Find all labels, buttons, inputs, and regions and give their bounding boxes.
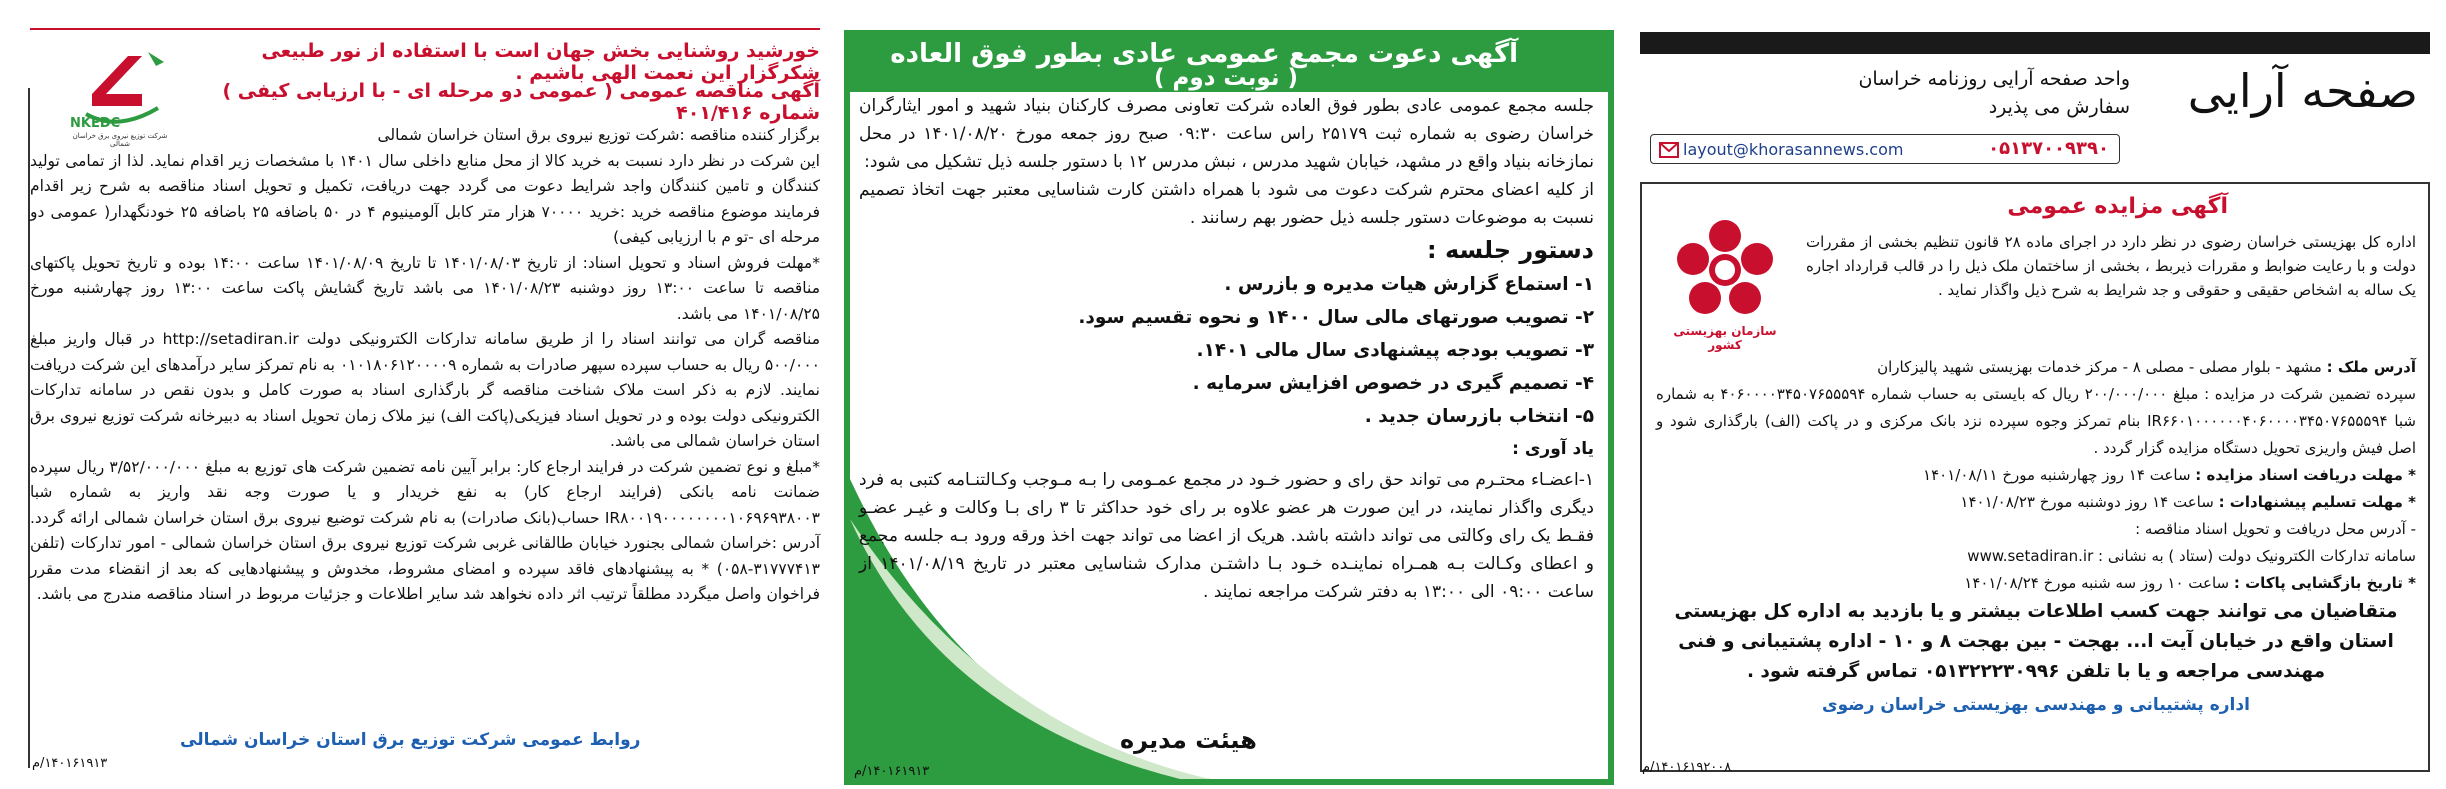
logo-abbr: NKEDC [70,116,121,131]
deadline2-label: * مهلت تسلیم پیشنهادات : [2218,493,2416,511]
agenda-title: دستور جلسه : [1427,236,1594,264]
system-address: سامانه تدارکات الکترونیک دولت (ستاد ) به نشانی : www.setadiran.ir [1967,547,2416,565]
nkedc-tender-ad [30,28,820,773]
header-bar [1640,32,2430,54]
paragraph: مناقصه گران می توانند اسناد را از طریق سامانه تدارکات الکترونیکی دولت http://setadiran.ir در قبال واریز مبلغ ۵۰۰/۰۰۰ ریال به حساب سپرده سپهر صادرات به شماره ۰۱۰۱۸۰۶۱۲۰۰۰۰۹ به نام تمرکز سایر درآمدهای این شرکت دریافت نمایند. لازم به ذکر است ملاک شناخت مناقصه گر بارگذاری اسناد به صورت کامل و بدون نقص در سامانه تدارکات الکترونیکی دولت بوده و در تحویل اسناد فیزیکی(پاکت الف) نیز ملاک زمان تحویل اسناد به دبیرخانه شرکت توزیع نیروی برق استان خراسان شمالی می باشد. [30,330,821,450]
auction-box [1640,182,2430,772]
deadline2-value: ساعت ۱۴ روز دوشنبه مورخ ۱۴۰۱/۰۸/۲۳ [1960,493,2214,511]
deadline1-value: ساعت ۱۴ روز چهارشنبه مورخ ۱۴۰۱/۰۸/۱۱ [1923,466,2191,484]
logo-text: شرکت توزیع نیروی برق خراسان شمالی [72,132,168,148]
opening-value: ساعت ۱۰ روز سه شنبه مورخ ۱۴۰۱/۰۸/۲۴ [1964,574,2230,592]
ad-code: ۱۴۰۱۶۱۹۱۳/م [32,756,108,771]
signature: روابط عمومی شرکت توزیع برق استان خراسان شمالی [180,730,641,750]
email-link[interactable]: layout@khorasannews.com [1683,140,1904,159]
auction-title: آگهی مزایده عمومی [2007,194,2228,219]
paragraph: *مهلت فروش اسناد و تحویل اسناد: از تاریخ ۱۴۰۱/۰۸/۰۳ تا تاریخ ۱۴۰۱/۰۸/۰۹ ساعت ۱۴:۰۰ بوده و تاریخ تحویل پاکتهای مناقصه تا ساعت ۱۳:۰۰ روز دوشنبه ۱۴۰۱/۰۸/۲۳ می باشد تاریخ گشایش پاکت ساعت ۱۳:۰۰ روز چهارشنبه مورخ ۱۴۰۱/۰۸/۲۵ می باشد. [30,253,821,323]
agenda-item: ۴- تصمیم گیری در خصوص افزایش سرمایه . [1192,373,1594,394]
welfare-auction-ad [1640,32,2430,787]
unit-subtitle: سفارش می پذیرد [1988,96,2130,118]
reminder-text: ۱-اعضـاء محتـرم می تواند حق رای و حضور خـود در مجمع عمـومی را بـه مـوجب وکـالتنـامه کتبی به فرد دیگری واگذار نمایند، در این صورت هر عضو علاوه بر رای خود حداکثر تا ۳ رای بـا وکالت و غیـر عضـو فقـط یک رای وکالتی می تواند داشته باشد. هریک از اعضا می تواند جهت اخذ ورقه ورود بـه جلسه مجمع و اعطای وکـالت بـه همـراه نماینـده خـود بـا داشتـن مدارک شناسایی معتبر در تاریخ ۱۴۰۱/۰۸/۱۹ از ساعت ۰۹:۰۰ الی ۱۳:۰۰ به دفتر شرکت مراجعه نمایند . [859,470,1594,602]
intro-paragraph-2: از کلیه اعضای محترم شرکت دعوت می شود با همراه داشتن کارت شناسایی معتبر جهت اتخاذ تصمیم نسبت به موضوعات دستور جلسه ذیل حضور بهم رسانند . [859,180,1594,228]
behzisti-logo [1660,208,1790,358]
deposit-text: سپرده تضمین شرکت در مزایده : مبلغ ۲۰۰/۰۰۰/۰۰۰ ریال که بایستی به حساب شماره ۴۰۶۰۰۰۰۳۴۵۰۷۶۵۵۵۹۴ به شماره شبا IR۶۶۰۱۰۰۰۰۰۰۴۰۶۰۰۰۰۳۴۵۰۷۶۵۵۵۹۴ بنام تمرکز وجوه سپرده نزد بانک مرکزی و در پاکت (الف) بارگذاری شود و اصل فیش واریزی تحویل دستگاه مزایده گزار گردد . [1656,385,2417,457]
header-line: خورشید روشنایی بخش جهان است با استفاده از نور طبیعی شکرگزار این نعمت الهی باشیم . [261,40,820,84]
logo-text: سازمان بهزیستی کشور [1673,324,1777,352]
board-signature: هیئت مدیره [1120,726,1257,754]
paragraph: *مبلغ و نوع تضمین شرکت در فرایند ارجاع کار: برابر آیین نامه تضمین شرکت های توزیع به مبلغ ۳/۵۲/۰۰۰/۰۰۰ ریال سپرده ضمانت نامه بانکی (فرایند ارجاع کار) به نفع خریدار و یا صورت وجه نقد واریز به شماره شبا IR۸۰۰۱۹۰۰۰۰۰۰۰۰۱۰۶۹۶۹۳۸۰۰۳ حساب(بانک صادرات) به نام شرکت توضیع نیروی برق استان خراسان شمالی ارائه گردد. آدرس :خراسان شمالی بجنورد خیابان طالقانی غربی شرکت توزیع نیروی برق استان خراسان شمالی - امور تدارکات (تلفن ۳۱۷۷۷۴۱۳-۰۵۸) * به پیشنهادهای فاقد سپرده و امضای مشروط، مخدوش و پیشنهادهایی که بعد از انقضاء مدت مقرر فراخوان واصل میگردد مطلقاً ترتیب اثر داده نخواهد شد سایر اطلاعات و جزئیات مربوط در اسناد مناقصه مندرج می باشد. [30,457,820,603]
signature: اداره پشتیبانی و مهندسی بهزیستی خراسان رضوی [1822,695,2250,715]
paragraph: برگزار کننده مناقصه :شرکت توزیع نیروی برق استان خراسان شمالی [377,126,820,144]
general-meeting-ad [844,30,1614,785]
top-divider [30,28,820,30]
unit-name: واحد صفحه آرایی روزنامه خراسان [1858,68,2130,90]
agenda-item: ۱- استماع گزارش هیات مدیره و بازرس . [1224,274,1594,295]
agenda-item: ۵- انتخاب بازرسان جدید . [1364,406,1594,427]
reminder-title: یاد آوری : [1512,439,1594,459]
phone-number[interactable]: ۰۵۱۳۷۰۰۹۳۹۰ [1988,138,2109,159]
agenda-item: ۳- تصویب بودجه پیشنهادی سال مالی ۱۴۰۱. [1196,340,1594,361]
tender-title: آگهی مناقصه عمومی ( عمومی دو مرحله ای - با ارزیابی کیفی ) شماره ۴۰۱/۴۱۶ [222,80,820,124]
opening-label: * تاریخ بازگشایی پاکات : [2233,574,2416,592]
deadline1-label: * مهلت دریافت اسناد مزایده : [2195,466,2416,484]
page-title: صفحه آرایی [2187,64,2418,118]
ad-code: ۱۴۰۱۶۱۹۱۳/م [854,764,930,779]
contact-box [1650,134,2120,164]
notice-subtitle: ( نوبت دوم ) [1153,65,1298,91]
address-label: آدرس ملک : [2326,358,2416,376]
agenda-item: ۲- تصویب صورتهای مالی سال ۱۴۰۰ و نحوه تقسیم سود. [1078,307,1594,328]
ad-code: ۱۴۰۱۶۱۹۲۰۰۸/م [1642,760,1732,775]
address-value: مشهد - بلوار مصلی - مصلی ۸ - مرکز خدمات بهزیستی شهید پالیزکاران [1877,358,2322,376]
notice-title: آگهی دعوت مجمع عمومی عادی بطور فوق العاده [890,39,1518,69]
intro-paragraph: جلسه مجمع عمومی عادی بطور فوق العاده شرکت تعاونی مصرف کارکنان بنیاد شهید و امور ایثارگران خراسان رضوی به شماره ثبت ۲۵۱۷۹ راس ساعت ۰۹:۳۰ صبح روز جمعه مورخ ۱۴۰۱/۰۸/۲۰ در محل نمازخانه بنیاد واقع در مشهد، خیابان شهید مدرس ، نبش مدرس ۱۲ با دستور جلسه ذیل تشکیل می شود: [859,96,1594,172]
intro-paragraph: اداره کل بهزیستی خراسان رضوی در نظر دارد در اجرای ماده ۲۸ قانون تنظیم بخشی از مقررات دولت و با رعایت ضوابط و مقررات ذیربط ، بخشی از ساختمان ملک ذیل را در قالب قرارداد اجاره یک ساله به اشخاص حقیقی و حقوقی و جد شرایط به شرح ذیل واگذار نماید . [1806,233,2416,299]
paragraph: این شرکت در نظر دارد نسبت به خرید کالا از محل منابع داخلی سال ۱۴۰۱ با مشخصات زیر اقدام نماید. لذا از تمامی تولید کنندگان و تامین کنندگان واجد شرایط دعوت می گردد جهت دریافت، تکمیل و تحویل اسناد مناقصه به شرح زیر اقدام فرمایند موضوع مناقصه خرید :خرید ۷۰۰۰۰ هزار متر کابل آلومینیوم ۴ در ۵۰ باضافه ۲۵ باضافه ۲۵ خودنگهدار( عمومی دو مرحله ای -تو م با ارزیابی کیفی) [30,151,820,246]
addr-docs: - آدرس محل دریافت و تحویل اسناد مناقصه : [2135,520,2416,538]
final-notice: متقاضیان می توانند جهت کسب اطلاعات بیشتر و یا بازدید به اداره کل بهزیستی استان واقع در خیابان آیت ا... بهجت - بین بهجت ۸ و ۱۰ - اداره پشتیبانی و فنی مهندسی مراجعه و یا با تلفن ۰۵۱۳۲۲۲۳۰۹۹۶ تماس گرفته شود . [1674,601,2398,682]
email-icon [1659,141,1679,159]
